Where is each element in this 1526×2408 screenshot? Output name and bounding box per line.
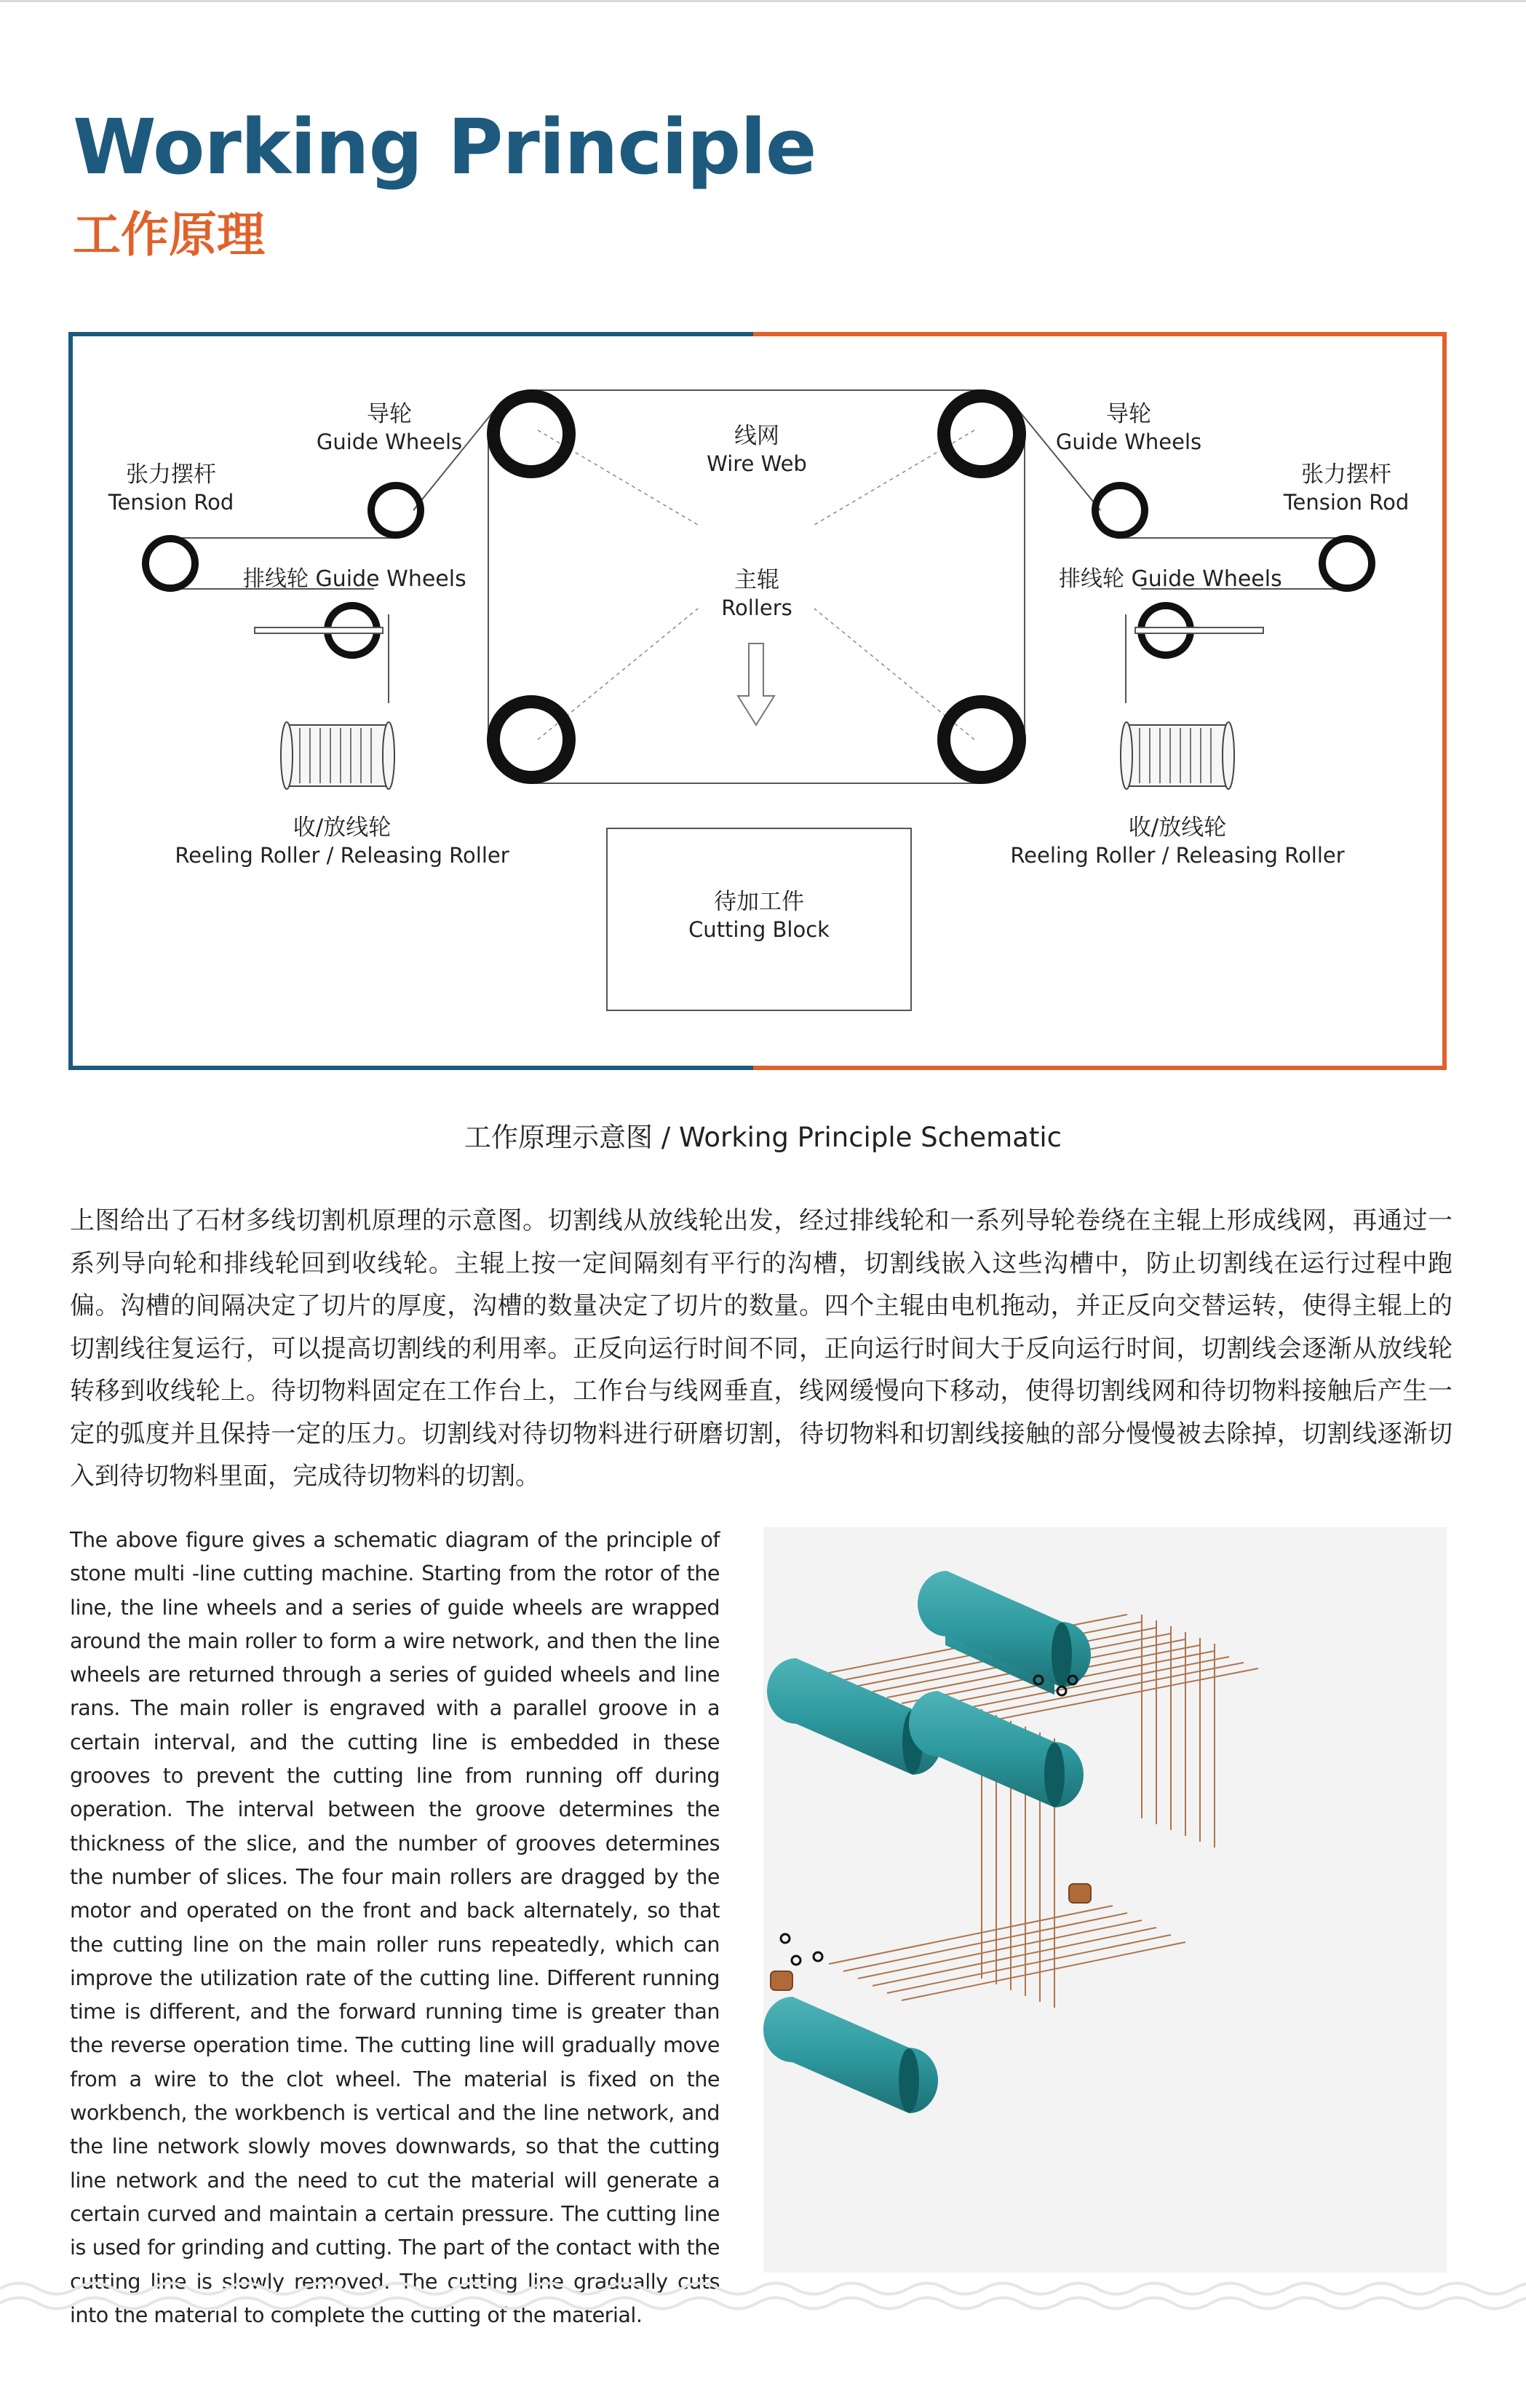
- label-cutting-block: 待加工件 Cutting Block: [688, 889, 830, 942]
- chinese-description: 上图给出了石材多线切割机原理的示意图。切割线从放线轮出发，经过排线轮和一系列导轮卷绕在主辊上形成线网，再通过一系列导向轮和排线轮回到收线轮。主辊上按一定间隔刻有平行的沟槽，切割线嵌入这些沟槽中，防止切割线在运行过程中跑偏。沟槽的间隔决定了切片的厚度，沟槽的数量决定了切片的数量。四个主辊由电机拖动，并正反向交替运转，使得主辊上的切割线往复运行，可以提高切割线的利用率。正反向运行时间不同，正向运行时间大于反向运行时间，切割线会逐渐从放线轮转移到收线轮上。待切物料固定在工作台上，工作台与线网垂直，线网缓慢向下移动，使得切割线网和待切物料接触后产生一定的弧度并且保持一定的压力。切割线对待切物料进行研磨切割，待切物料和切割线接触的部分慢慢被去除掉，切割线逐渐切入到待切物料里面，完成待切物料的切割。: [70, 1206, 1453, 1491]
- page-subtitle-cn: 工作原理: [73, 207, 265, 263]
- footer-wave-pattern: [0, 2274, 1526, 2318]
- label-main-rollers: 主辊 Rollers: [721, 567, 792, 620]
- wire-saw-rendering: [763, 1527, 1447, 2273]
- label-wiring-wheel-left: 排线轮 Guide Wheels: [243, 566, 466, 592]
- schematic-caption: 工作原理示意图 / Working Principle Schematic: [464, 1122, 1062, 1153]
- english-description: The above figure gives a schematic diagram of the principle of stone multi -line cutting machine. Starting from the rotor of the line, the line wheels and a series of guide wheels are wrapped around the main roller to form a wire network, and then the line wheels are returned through a series of guided wheels and line rans. The main roller is engraved with a parallel groove in a certain interval, and the cutting line is embedded in these grooves to prevent the cutting line from running off during operation. The interval between the groove determines the thickness of the slice, and the number of grooves determines the number of slices. The four main rollers are dragged by the motor and operated on the front and back alternately, so that the cutting line on the main roller runs repeatedly, which can improve the utilization rate of the cutting line. Different running time is different, and the forward running time is greater than the reverse operation time. The cutting line will gradually move from a wire to the clot wheel. The material is fixed on the workbench, the workbench is vertical and the line network, and the line network slowly moves downwards, so that the cutting line network and the need to cut the material will generate a certain curved and maintain a certain pressure. The cutting line is used for grinding and cutting. The part of the contact with the cutting line is slowly removed. The cutting line gradually cuts into the material to complete the cutting of the material.: [70, 1527, 720, 2327]
- wire-saw-illustration: [763, 1527, 1447, 2273]
- label-reel-right: 收/放线轮 Reeling Roller / Releasing Roller: [1010, 815, 1345, 868]
- page-title: Working Principle: [73, 103, 816, 191]
- label-wire-web: 线网 Wire Web: [707, 423, 807, 476]
- label-guide-wheels-right: 导轮 Guide Wheels: [1055, 401, 1202, 454]
- label-reel-left: 收/放线轮 Reeling Roller / Releasing Roller: [175, 815, 509, 868]
- label-tension-rod-left: 张力摆杆 Tension Rod: [108, 462, 234, 515]
- top-rule: [0, 0, 1526, 2]
- label-tension-rod-right: 张力摆杆 Tension Rod: [1283, 462, 1410, 515]
- label-guide-wheels-left: 导轮 Guide Wheels: [316, 401, 463, 454]
- label-wiring-wheel-right: 排线轮 Guide Wheels: [1059, 566, 1282, 592]
